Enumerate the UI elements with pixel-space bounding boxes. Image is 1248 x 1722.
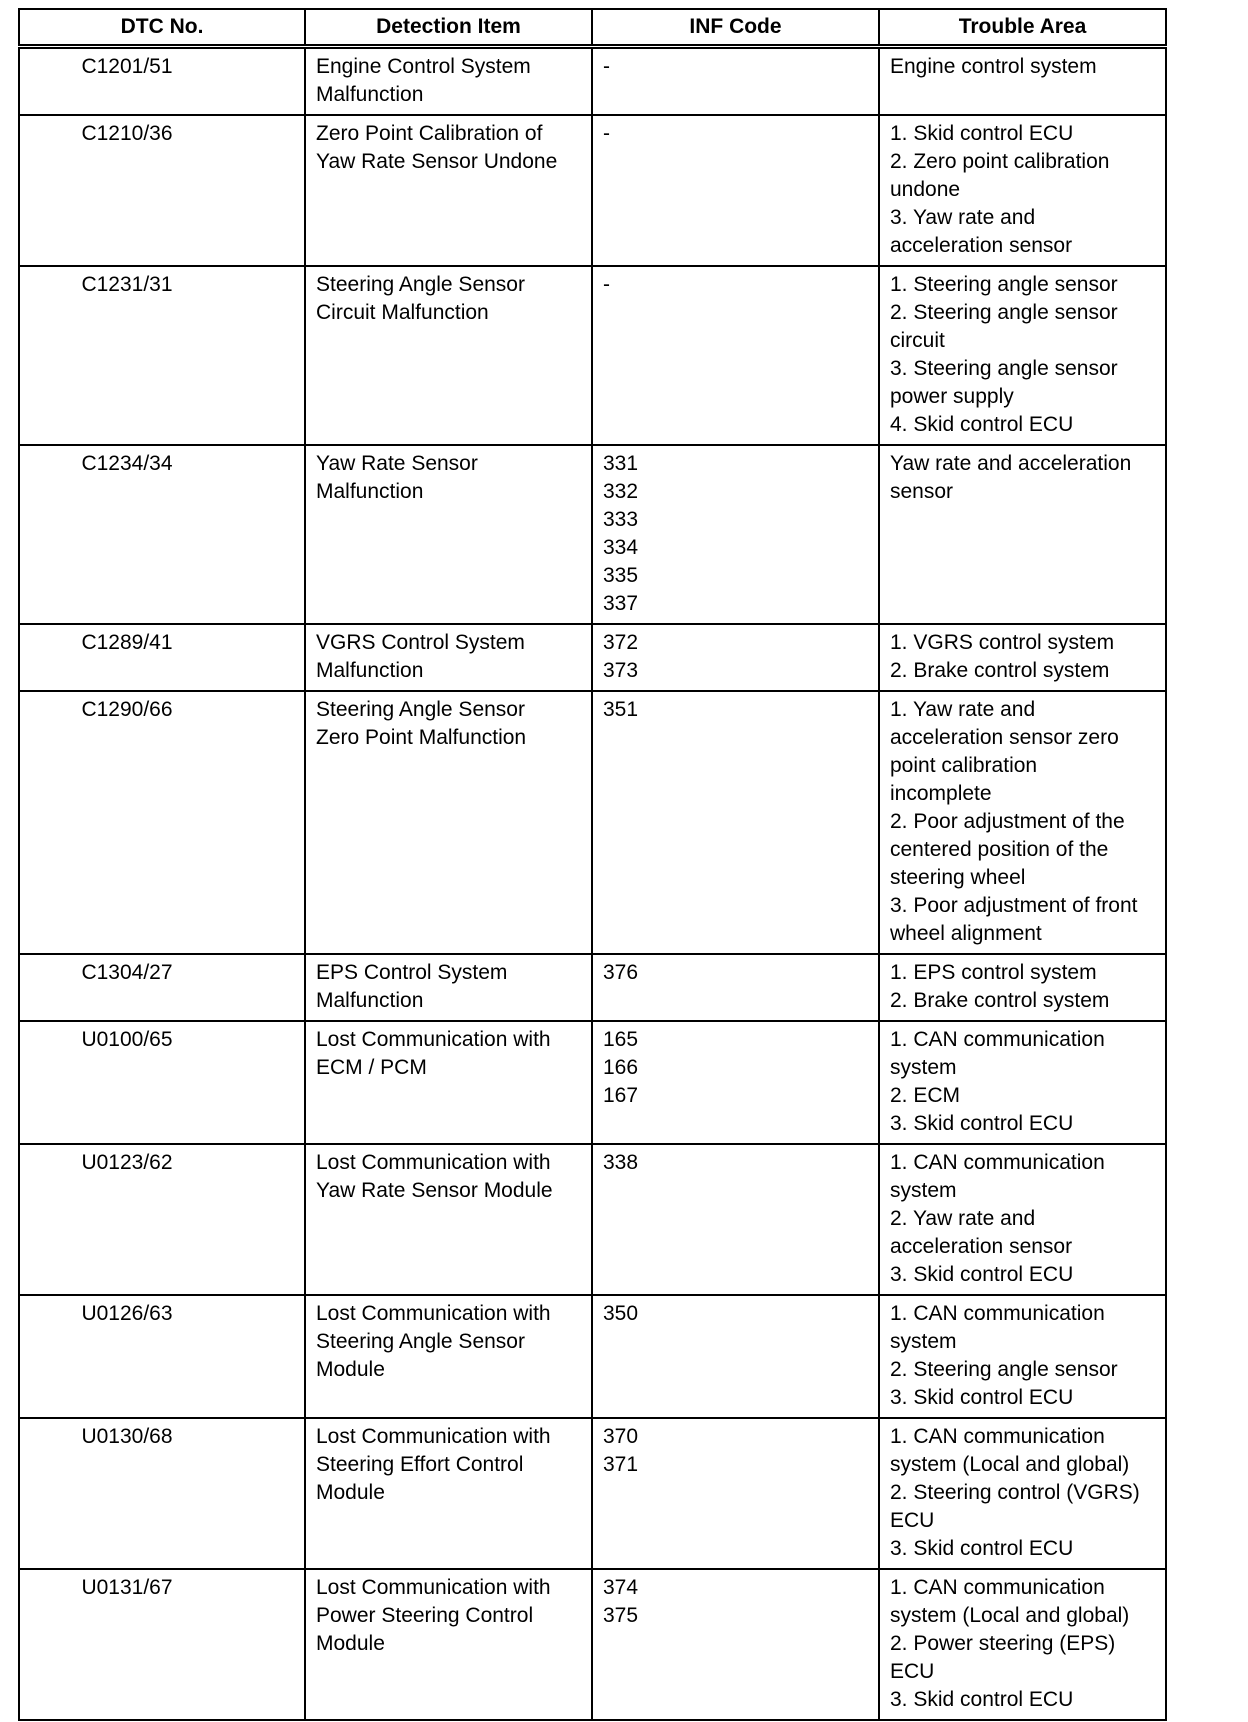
dtc-table: [18, 8, 1167, 1721]
trouble-area-line: 2. Power steering (EPS): [890, 1632, 1116, 1655]
inf-code-cell: [592, 1144, 879, 1295]
detection-line: Steering Angle Sensor: [316, 273, 525, 296]
detection-item-cell: [305, 115, 592, 266]
trouble-area-line: 3. Skid control ECU: [890, 1263, 1074, 1286]
table-row: [19, 445, 1166, 624]
trouble-area-line: 1. Steering angle sensor: [890, 273, 1118, 296]
table-row: [19, 1418, 1166, 1569]
trouble-area-line: 2. Yaw rate and: [890, 1207, 1036, 1230]
trouble-area-line: 1. CAN communication: [890, 1028, 1105, 1051]
detection-line: Malfunction: [316, 989, 424, 1012]
inf-code-line: 371: [603, 1453, 639, 1476]
table-body: [19, 47, 1166, 1721]
detection-line: Yaw Rate Sensor Module: [316, 1179, 553, 1202]
header-dtc-no: DTC No.: [19, 9, 305, 47]
trouble-area-line: circuit: [890, 329, 945, 352]
table-row: [19, 954, 1166, 1021]
table-row: [19, 624, 1166, 691]
detection-line: Steering Angle Sensor: [316, 1330, 525, 1353]
trouble-area-line: ECU: [890, 1660, 935, 1683]
dtc-number-cell: C1289/41: [19, 624, 305, 691]
detection-line: Malfunction: [316, 659, 424, 682]
trouble-area-line: 1. Yaw rate and: [890, 698, 1036, 721]
detection-line: Lost Communication with: [316, 1576, 551, 1599]
inf-code-line: 334: [603, 536, 639, 559]
detection-item-cell: [305, 691, 592, 954]
dtc-number-cell: C1231/31: [19, 266, 305, 445]
detection-item-cell: [305, 47, 592, 116]
trouble-area-cell: [879, 1144, 1166, 1295]
trouble-area-line: 2. Steering control (VGRS): [890, 1481, 1140, 1504]
trouble-area-line: 1. VGRS control system: [890, 631, 1115, 654]
detection-item-cell: [305, 1021, 592, 1144]
detection-line: Lost Communication with: [316, 1425, 551, 1448]
inf-code-cell: [592, 1569, 879, 1720]
trouble-area-line: 3. Steering angle sensor: [890, 357, 1118, 380]
detection-line: Lost Communication with: [316, 1151, 551, 1174]
trouble-area-line: 3. Poor adjustment of front: [890, 894, 1138, 917]
trouble-area-line: 2. Brake control system: [890, 989, 1110, 1012]
trouble-area-line: 3. Skid control ECU: [890, 1386, 1074, 1409]
inf-code-line: 351: [603, 698, 639, 721]
trouble-area-line: incomplete: [890, 782, 992, 805]
trouble-area-line: wheel alignment: [890, 922, 1042, 945]
trouble-area-line: steering wheel: [890, 866, 1026, 889]
dtc-number-cell: U0123/62: [19, 1144, 305, 1295]
trouble-area-cell: [879, 1021, 1166, 1144]
detection-item-cell: [305, 445, 592, 624]
trouble-area-line: undone: [890, 178, 961, 201]
table-row: [19, 1144, 1166, 1295]
header-trouble-area: Trouble Area: [879, 9, 1166, 47]
table-row: [19, 691, 1166, 954]
detection-line: Steering Effort Control: [316, 1453, 524, 1476]
inf-code-cell: [592, 954, 879, 1021]
detection-item-cell: [305, 1144, 592, 1295]
detection-line: Malfunction: [316, 83, 424, 106]
inf-code-line: 338: [603, 1151, 639, 1174]
detection-line: Power Steering Control: [316, 1604, 534, 1627]
trouble-area-line: 2. Steering angle sensor: [890, 1358, 1118, 1381]
trouble-area-cell: [879, 954, 1166, 1021]
inf-code-line: 376: [603, 961, 639, 984]
dtc-table-container: [18, 8, 1167, 1721]
inf-code-line: 372: [603, 631, 639, 654]
dtc-number-cell: U0126/63: [19, 1295, 305, 1418]
detection-line: ECM / PCM: [316, 1056, 427, 1079]
detection-item-cell: [305, 266, 592, 445]
trouble-area-line: 3. Skid control ECU: [890, 1688, 1074, 1711]
detection-line: Yaw Rate Sensor Undone: [316, 150, 558, 173]
trouble-area-line: 4. Skid control ECU: [890, 413, 1074, 436]
inf-code-line: 375: [603, 1604, 639, 1627]
trouble-area-line: 3. Skid control ECU: [890, 1537, 1074, 1560]
inf-code-cell: [592, 691, 879, 954]
detection-line: Steering Angle Sensor: [316, 698, 525, 721]
inf-code-cell: [592, 266, 879, 445]
table-row: [19, 47, 1166, 116]
trouble-area-line: 2. Zero point calibration: [890, 150, 1110, 173]
trouble-area-cell: [879, 445, 1166, 624]
inf-code-line: 370: [603, 1425, 639, 1448]
detection-line: Yaw Rate Sensor: [316, 452, 478, 475]
inf-code-line: 332: [603, 480, 639, 503]
table-row: [19, 1569, 1166, 1720]
inf-code-line: 350: [603, 1302, 639, 1325]
trouble-area-line: 2. Steering angle sensor: [890, 301, 1118, 324]
inf-code-cell: [592, 445, 879, 624]
trouble-area-line: 3. Skid control ECU: [890, 1112, 1074, 1135]
dtc-number-cell: U0130/68: [19, 1418, 305, 1569]
inf-code-line: 331: [603, 452, 639, 475]
inf-code-cell: [592, 1021, 879, 1144]
trouble-area-line: system (Local and global): [890, 1453, 1130, 1476]
trouble-area-line: 3. Yaw rate and: [890, 206, 1036, 229]
detection-line: Zero Point Calibration of: [316, 122, 543, 145]
inf-code-cell: [592, 115, 879, 266]
trouble-area-line: system: [890, 1056, 957, 1079]
detection-item-cell: [305, 1418, 592, 1569]
inf-code-line: 165: [603, 1028, 639, 1051]
inf-code-cell: [592, 47, 879, 116]
inf-code-cell: [592, 1295, 879, 1418]
trouble-area-line: 1. CAN communication: [890, 1576, 1105, 1599]
trouble-area-cell: [879, 691, 1166, 954]
trouble-area-line: 1. CAN communication: [890, 1302, 1105, 1325]
table-row: [19, 1021, 1166, 1144]
trouble-area-line: centered position of the: [890, 838, 1109, 861]
header-detection-item: Detection Item: [305, 9, 592, 47]
inf-code-line: 335: [603, 564, 639, 587]
detection-line: Malfunction: [316, 480, 424, 503]
trouble-area-line: power supply: [890, 385, 1014, 408]
trouble-area-cell: [879, 115, 1166, 266]
trouble-area-line: Engine control system: [890, 55, 1097, 78]
trouble-area-cell: [879, 1569, 1166, 1720]
inf-code-line: -: [603, 273, 610, 296]
trouble-area-cell: [879, 1295, 1166, 1418]
trouble-area-cell: [879, 266, 1166, 445]
dtc-number-cell: C1234/34: [19, 445, 305, 624]
trouble-area-line: sensor: [890, 480, 954, 503]
detection-line: VGRS Control System: [316, 631, 525, 654]
detection-item-cell: [305, 954, 592, 1021]
inf-code-cell: [592, 624, 879, 691]
detection-line: Module: [316, 1481, 385, 1504]
detection-item-cell: [305, 1295, 592, 1418]
inf-code-line: 333: [603, 508, 639, 531]
dtc-number-cell: U0100/65: [19, 1021, 305, 1144]
trouble-area-line: 2. ECM: [890, 1084, 961, 1107]
detection-line: Zero Point Malfunction: [316, 726, 527, 749]
trouble-area-line: 1. Skid control ECU: [890, 122, 1074, 145]
trouble-area-line: acceleration sensor: [890, 1235, 1073, 1258]
trouble-area-line: Yaw rate and acceleration: [890, 452, 1132, 475]
table-row: [19, 115, 1166, 266]
trouble-area-cell: [879, 47, 1166, 116]
inf-code-line: 337: [603, 592, 639, 615]
detection-item-cell: [305, 1569, 592, 1720]
detection-line: Module: [316, 1358, 385, 1381]
detection-line: Lost Communication with: [316, 1028, 551, 1051]
trouble-area-line: system: [890, 1179, 957, 1202]
dtc-number-cell: U0131/67: [19, 1569, 305, 1720]
detection-line: Lost Communication with: [316, 1302, 551, 1325]
detection-line: EPS Control System: [316, 961, 508, 984]
inf-code-line: -: [603, 122, 610, 145]
trouble-area-line: 2. Brake control system: [890, 659, 1110, 682]
trouble-area-line: 1. EPS control system: [890, 961, 1097, 984]
dtc-number-cell: C1201/51: [19, 47, 305, 116]
detection-item-cell: [305, 624, 592, 691]
trouble-area-line: acceleration sensor zero: [890, 726, 1119, 749]
trouble-area-line: 1. CAN communication: [890, 1425, 1105, 1448]
trouble-area-cell: [879, 1418, 1166, 1569]
trouble-area-line: system: [890, 1330, 957, 1353]
trouble-area-line: acceleration sensor: [890, 234, 1073, 257]
dtc-number-cell: C1304/27: [19, 954, 305, 1021]
dtc-number-cell: C1290/66: [19, 691, 305, 954]
trouble-area-line: ECU: [890, 1509, 935, 1532]
header-inf-code: INF Code: [592, 9, 879, 47]
trouble-area-cell: [879, 624, 1166, 691]
inf-code-cell: [592, 1418, 879, 1569]
table-row: [19, 266, 1166, 445]
inf-code-line: -: [603, 55, 610, 78]
inf-code-line: 166: [603, 1056, 639, 1079]
trouble-area-line: 2. Poor adjustment of the: [890, 810, 1125, 833]
detection-line: Module: [316, 1632, 385, 1655]
table-row: [19, 1295, 1166, 1418]
inf-code-line: 374: [603, 1576, 639, 1599]
inf-code-line: 167: [603, 1084, 639, 1107]
trouble-area-line: point calibration: [890, 754, 1038, 777]
inf-code-line: 373: [603, 659, 639, 682]
dtc-number-cell: C1210/36: [19, 115, 305, 266]
trouble-area-line: system (Local and global): [890, 1604, 1130, 1627]
trouble-area-line: 1. CAN communication: [890, 1151, 1105, 1174]
detection-line: Engine Control System: [316, 55, 531, 78]
header-row: [19, 9, 1166, 47]
detection-line: Circuit Malfunction: [316, 301, 489, 324]
